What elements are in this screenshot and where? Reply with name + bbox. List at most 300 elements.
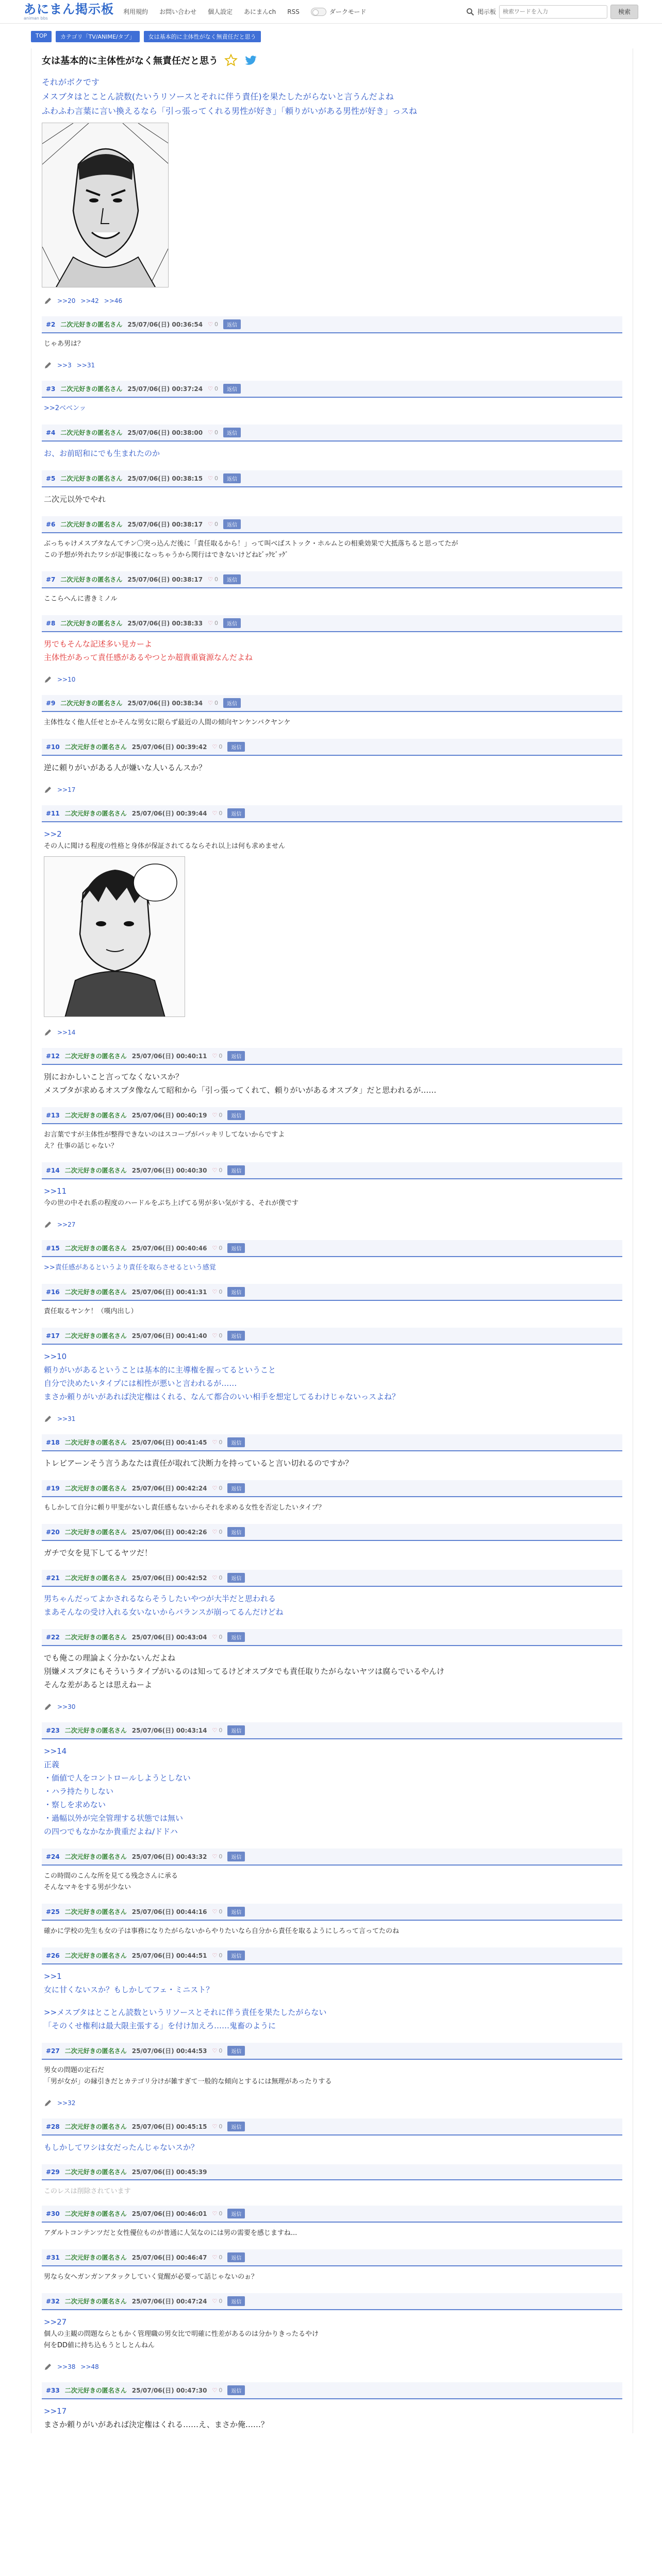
toggle-switch[interactable] [311, 8, 326, 16]
heart-icon: ♡ [212, 2298, 218, 2304]
heart-icon: ♡ [212, 2387, 218, 2394]
post-timestamp: 25/07/06(日) 00:40:30 [131, 1167, 207, 1174]
post-timestamp: 25/07/06(日) 00:43:14 [131, 1727, 207, 1734]
post-line: 男ちゃんだってよかされるならそうしたいやつが大半だと思われる [44, 1594, 276, 1603]
post-line: もしかしてワシは女だったんじゃないスか？ [44, 2143, 199, 2152]
post-number[interactable]: #29 [46, 2168, 60, 2176]
reply-anchor-link[interactable]: >>10 [57, 676, 76, 683]
like-button[interactable] [212, 1853, 223, 1860]
like-button[interactable] [208, 700, 218, 706]
post-number[interactable]: #19 [46, 1484, 60, 1492]
like-count: 0 [219, 2387, 223, 2394]
reply-button[interactable]: 返信 [227, 1907, 245, 1917]
reply-anchor-link[interactable]: >>20 [57, 297, 76, 304]
post-header [42, 695, 622, 712]
post [42, 1570, 622, 1621]
post-body [42, 1541, 622, 1562]
heart-icon: ♡ [212, 2047, 218, 2054]
post-timestamp: 25/07/06(日) 00:36:54 [127, 321, 203, 328]
post-header [42, 1328, 622, 1345]
post-author: 二次元好きの匿名さん [64, 1167, 127, 1174]
post-number[interactable]: #13 [46, 1111, 60, 1119]
post-header [42, 615, 622, 632]
post-body [42, 1866, 622, 1895]
post-line [44, 1996, 620, 2006]
like-count: 0 [219, 1439, 223, 1446]
write-reply-icon[interactable] [44, 1221, 52, 1229]
post-author: 二次元好きの匿名さん [64, 1439, 127, 1446]
post-line: 「男が女が」の縁引きだとカテゴリ分けが雑すぎて一般的な傾向とするには無理があったりする [44, 2078, 332, 2086]
heart-icon: ♡ [212, 1727, 218, 1734]
post-number[interactable]: #6 [46, 520, 56, 528]
reply-button[interactable]: 返信 [227, 2046, 245, 2056]
reply-button[interactable]: 返信 [227, 2296, 245, 2306]
post-timestamp: 25/07/06(日) 00:46:47 [131, 2254, 207, 2261]
post-number[interactable]: #18 [46, 1438, 60, 1446]
post-footer [42, 1405, 622, 1426]
heart-icon: ♡ [212, 2210, 218, 2217]
like-button[interactable] [208, 620, 218, 626]
post-number[interactable]: #11 [46, 809, 60, 817]
post-body [42, 1451, 622, 1472]
like-button[interactable] [212, 1574, 223, 1581]
post-header [42, 1629, 622, 1646]
like-button[interactable] [212, 2254, 223, 2261]
reply-button[interactable]: 返信 [223, 618, 241, 628]
reply-button[interactable]: 返信 [227, 1725, 245, 1735]
like-button[interactable] [212, 1245, 223, 1251]
heart-icon: ♡ [208, 475, 213, 482]
post-body [42, 487, 622, 508]
share-bird-icon[interactable] [244, 54, 257, 67]
reply-button[interactable]: 返信 [227, 2385, 245, 2395]
reply-button[interactable]: 返信 [227, 1165, 245, 1175]
post-line: ぶっちゃけメスブタなんてチン〇突っ込んだ後に「責任取るから！」って叫べばストック・ホルムとの相乗効果で大抵落ちると思ってたが [44, 540, 458, 548]
like-button[interactable] [212, 1485, 223, 1492]
reply-button[interactable]: 返信 [227, 742, 245, 752]
post-line: 何をDD値に持ち込もうとしとんねん [44, 2342, 155, 2349]
post-line: 別嫌メスブタにもそういうタイプがいるのは知ってるけどオスブタでも責任取りたがらないヤツは腐らでいるやんけ [44, 1667, 444, 1676]
like-count: 0 [219, 2123, 223, 2130]
reply-button[interactable]: 返信 [223, 319, 241, 329]
like-button[interactable] [208, 475, 218, 482]
post-number[interactable]: #3 [46, 385, 56, 393]
post-body [42, 1646, 622, 1693]
post-timestamp: 25/07/06(日) 00:42:26 [131, 1529, 207, 1536]
reply-anchor-link[interactable]: >>11 [44, 1187, 67, 1196]
like-count: 0 [219, 1634, 223, 1640]
post-timestamp: 25/07/06(日) 00:43:32 [131, 1853, 207, 1860]
post-line: まさか頼りがいがあれば決定権はくれる……え、まさか俺……？ [44, 2420, 269, 2429]
like-count: 0 [219, 1245, 223, 1251]
post-line: ・過幅以外が完全管理する状態では無い [44, 1814, 184, 1823]
post-body [42, 2399, 622, 2433]
reply-button[interactable]: 返信 [227, 1110, 245, 1120]
post-number[interactable]: #14 [46, 1166, 60, 1174]
post-author: 二次元好きの匿名さん [64, 1908, 127, 1916]
heart-icon: ♡ [212, 1908, 218, 1915]
post-number[interactable]: #24 [46, 1853, 60, 1860]
post-line: 逆に頼りがいがある人が嫌いな人いるんスか？ [44, 763, 207, 772]
post-body [42, 1587, 622, 1621]
reply-button[interactable]: 返信 [227, 1951, 245, 1960]
reply-button[interactable]: 返信 [227, 2122, 245, 2131]
post-image[interactable] [44, 856, 185, 1017]
post-line: 二次元以外でやれ [44, 495, 106, 504]
post-author: 二次元好きの匿名さん [64, 2254, 127, 2261]
like-button[interactable] [212, 2047, 223, 2054]
like-button[interactable] [212, 1167, 223, 1174]
post-number[interactable]: #9 [46, 699, 56, 707]
like-button[interactable] [212, 810, 223, 817]
post [42, 1849, 622, 1895]
post-number[interactable]: #17 [46, 1332, 60, 1340]
like-button[interactable] [212, 1112, 223, 1118]
post-header [42, 1434, 622, 1451]
reply-button[interactable]: 返信 [223, 428, 241, 437]
op-anchor-list [57, 297, 127, 304]
post-number[interactable]: #21 [46, 1574, 60, 1582]
like-button[interactable] [212, 1727, 223, 1734]
breadcrumb-top[interactable]: TOP [31, 31, 52, 42]
site-header [0, 0, 662, 24]
post-footer [42, 2353, 622, 2374]
reply-button[interactable]: 返信 [227, 1573, 245, 1583]
write-reply-icon[interactable] [44, 2363, 52, 2371]
write-reply-icon[interactable] [44, 361, 52, 369]
reply-anchor-link[interactable]: >>31 [57, 1415, 76, 1422]
post [42, 1480, 622, 1516]
reply-anchor-link[interactable]: >>3 [57, 362, 72, 369]
post-timestamp: 25/07/06(日) 00:41:45 [131, 1439, 207, 1446]
post-number[interactable]: #30 [46, 2210, 60, 2217]
post [42, 2119, 622, 2156]
post-number[interactable]: #16 [46, 1288, 60, 1296]
like-button[interactable] [212, 1634, 223, 1640]
like-count: 0 [219, 1952, 223, 1959]
reply-anchor-link[interactable]: >>42 [80, 297, 99, 304]
post-header [42, 2119, 622, 2136]
post-timestamp: 25/07/06(日) 00:39:44 [131, 810, 207, 817]
post [42, 1722, 622, 1840]
post-body [42, 2223, 622, 2241]
post [42, 381, 622, 416]
reply-anchor-link[interactable]: >>14 [57, 1029, 76, 1036]
dark-mode-toggle[interactable] [311, 7, 367, 16]
heart-icon: ♡ [208, 576, 213, 583]
post-number[interactable]: #22 [46, 1633, 60, 1641]
thread-main [31, 48, 633, 2433]
like-button[interactable] [212, 1952, 223, 1959]
heart-icon: ♡ [208, 620, 213, 626]
post-number[interactable]: #20 [46, 1528, 60, 1536]
reply-button[interactable]: 返信 [227, 808, 245, 818]
reply-anchor-link[interactable]: >>46 [104, 297, 123, 304]
post-number[interactable]: #27 [46, 2047, 60, 2055]
post [42, 805, 622, 1040]
post-line: もしかして自分に頼り甲斐がないし責任感もないからそれを求める女性を否定したいタイプ？ [44, 1504, 325, 1512]
like-count: 0 [219, 1053, 223, 1059]
post-header [42, 1048, 622, 1065]
post-number[interactable]: #4 [46, 429, 56, 436]
reply-anchor-link[interactable]: >>27 [44, 2317, 67, 2327]
post-timestamp: 25/07/06(日) 00:44:51 [131, 1952, 207, 1959]
write-reply-icon[interactable] [44, 1703, 52, 1711]
post-number[interactable]: #23 [46, 1726, 60, 1734]
like-button[interactable] [212, 2210, 223, 2217]
like-button[interactable] [208, 521, 218, 528]
nav-animanch[interactable]: あにまんch [244, 8, 276, 15]
heart-icon: ♡ [212, 1529, 218, 1535]
post-footer [42, 1693, 622, 1714]
post-body [42, 533, 622, 563]
nav-terms[interactable]: 利用規約 [123, 8, 148, 15]
like-count: 0 [219, 2298, 223, 2304]
post-header [42, 1284, 622, 1301]
post-number[interactable]: #5 [46, 474, 56, 482]
reply-anchor-link[interactable]: >>1 [44, 1972, 62, 1981]
like-count: 0 [214, 429, 219, 436]
post-author: 二次元好きの匿名さん [64, 810, 127, 817]
post-line: ・価値で人をコントロールしようとしない [44, 1773, 191, 1783]
heart-icon: ♡ [212, 1167, 218, 1174]
post-timestamp: 25/07/06(日) 00:41:31 [131, 1289, 207, 1296]
like-button[interactable] [208, 321, 218, 328]
like-button[interactable] [212, 2387, 223, 2394]
post-number[interactable]: #31 [46, 2253, 60, 2261]
reply-button[interactable]: 返信 [227, 2252, 245, 2262]
post-header [42, 1480, 622, 1497]
post-timestamp: 25/07/06(日) 00:38:17 [127, 576, 203, 583]
like-count: 0 [219, 1908, 223, 1915]
post-header [42, 470, 622, 487]
post-number[interactable]: #15 [46, 1244, 60, 1252]
post-timestamp: 25/07/06(日) 00:38:17 [127, 521, 203, 528]
post [42, 1524, 622, 1562]
post-number[interactable]: #12 [46, 1052, 60, 1060]
nav-contact[interactable]: お問い合わせ [159, 8, 197, 15]
like-count: 0 [219, 2210, 223, 2217]
like-count: 0 [214, 620, 219, 626]
write-reply-icon[interactable] [44, 675, 52, 684]
post-header [42, 2249, 622, 2266]
reply-anchor-link[interactable]: >>31 [76, 362, 95, 369]
like-button[interactable] [212, 1439, 223, 1446]
post-line: このレスは削除されています [44, 2188, 131, 2195]
post-line: そんな差があるとは思えねーよ [44, 1680, 153, 1689]
post-body [42, 398, 622, 416]
post-number[interactable]: #33 [46, 2386, 60, 2394]
post-line: まさか頼りがいがあれば決定権はくれる、なんて都合のいい相手を想定してるわけじゃないっスよね？ [44, 1392, 400, 1401]
heart-icon: ♡ [208, 385, 213, 392]
post-timestamp: 25/07/06(日) 00:38:34 [127, 700, 203, 707]
op-image[interactable] [42, 123, 169, 287]
like-count: 0 [214, 521, 219, 528]
post-timestamp: 25/07/06(日) 00:38:15 [127, 475, 203, 482]
post-header [42, 1240, 622, 1257]
post-footer [42, 1211, 622, 1232]
search-area [466, 5, 638, 19]
reply-anchor-link[interactable]: >>2ベベンッ [44, 404, 86, 412]
write-reply-icon[interactable] [44, 786, 52, 794]
post-line: 「そのくせ権利は最大限主張する」を付け加えろ……鬼畜のように [44, 2021, 276, 2030]
post-line: ・ハラ持たりしない [44, 1787, 114, 1796]
header-nav [123, 7, 366, 16]
post-footer [42, 666, 622, 687]
write-reply-icon[interactable] [44, 297, 52, 305]
post-number[interactable]: #7 [46, 575, 56, 583]
post-line: お言葉ですが主体性が整得できないのはスコープがバッキリしてないからですよ [44, 1131, 285, 1139]
post-line: の四つでもなかなか貴重だよね/ドドハ [44, 1827, 178, 1836]
like-count: 0 [219, 2047, 223, 2054]
reply-button[interactable]: 返信 [227, 1632, 245, 1642]
reply-button[interactable]: 返信 [223, 519, 241, 529]
op-body [42, 75, 622, 118]
post-line: まあそんなの受け入れる女いないからバランスが崩ってるんだけどね [44, 1607, 284, 1617]
reply-button[interactable]: 返信 [223, 473, 241, 483]
post-line: 頼りがいがあるということは基本的に主導権を握ってるということ [44, 1365, 276, 1375]
post-author: 二次元好きの匿名さん [60, 521, 123, 528]
post-timestamp: 25/07/06(日) 00:45:15 [131, 2123, 207, 2130]
breadcrumb-category[interactable]: カテゴリ「TV/ANIME/タブ」 [56, 31, 140, 42]
post [42, 1240, 622, 1276]
post-number[interactable]: #26 [46, 1952, 60, 1959]
reply-button[interactable]: 返信 [227, 2209, 245, 2218]
reply-anchor-link[interactable]: >>10 [44, 1352, 67, 1361]
like-button[interactable] [208, 429, 218, 436]
like-count: 0 [219, 1574, 223, 1581]
heart-icon: ♡ [212, 2254, 218, 2261]
reply-anchor-link[interactable]: >>48 [80, 2363, 99, 2370]
post [42, 615, 622, 687]
site-logo[interactable] [24, 3, 114, 21]
reply-anchor-link[interactable]: >>38 [57, 2363, 76, 2370]
like-count: 0 [219, 1289, 223, 1295]
post-body [42, 1065, 622, 1099]
post-number[interactable]: #2 [46, 320, 56, 328]
reply-button[interactable]: 返信 [227, 1331, 245, 1341]
reply-button[interactable]: 返信 [227, 1483, 245, 1493]
search-scope-select[interactable]: 掲示板 [477, 8, 496, 15]
post [42, 1904, 622, 1939]
post [42, 739, 622, 797]
write-reply-icon[interactable] [44, 2099, 52, 2107]
post [42, 316, 622, 372]
reply-anchor-link[interactable]: >>17 [57, 786, 76, 793]
reply-button[interactable]: 返信 [227, 1527, 245, 1537]
like-button[interactable] [212, 743, 223, 750]
like-button[interactable] [212, 2298, 223, 2304]
reply-button[interactable]: 返信 [227, 1852, 245, 1861]
reply-anchor-link[interactable]: >>27 [57, 1221, 76, 1228]
reply-button[interactable]: 返信 [227, 1437, 245, 1447]
write-reply-icon[interactable] [44, 1028, 52, 1037]
like-button[interactable] [212, 1332, 223, 1339]
reply-anchor-link[interactable]: >>30 [57, 1703, 76, 1710]
post-line: ・察しを求めない [44, 1800, 106, 1809]
post-header [42, 805, 622, 822]
like-button[interactable] [212, 1908, 223, 1915]
like-button[interactable] [208, 385, 218, 392]
search-input[interactable] [499, 5, 607, 19]
post-footer [42, 776, 622, 797]
like-button[interactable] [212, 2123, 223, 2130]
post-header [42, 2206, 622, 2223]
post-author: 二次元好きの匿名さん [64, 1853, 127, 1860]
like-button[interactable] [212, 1529, 223, 1535]
post-line: でも俺この理論よく分かないんだよね [44, 1653, 176, 1663]
nav-settings[interactable]: 個人設定 [208, 8, 233, 15]
post-author: 二次元好きの匿名さん [60, 576, 123, 583]
like-count: 0 [219, 1332, 223, 1339]
post-line: 責任取るヤンケ！（嘆内出し） [44, 1308, 138, 1315]
breadcrumb-thread[interactable]: 女は基本的に主体性がなく無責任だと思う [144, 31, 261, 42]
nav-rss[interactable]: RSS [287, 8, 300, 15]
post-number[interactable]: #8 [46, 619, 56, 627]
post-footer [42, 1019, 622, 1040]
reply-anchor-link[interactable]: >>32 [57, 2099, 76, 2107]
op-line: ふわふわ言葉に言い換えるなら「引っ張ってくれる男性が好き」「頼りがいがある男性が好き」っスね [42, 106, 418, 116]
reply-button[interactable]: 返信 [223, 698, 241, 708]
post-line: アダルトコンテンツだと女性優位ものが普通に人気なのには男の需要を感じますね... [44, 2229, 297, 2237]
reply-anchor-link[interactable]: >>14 [44, 1747, 67, 1756]
reply-button[interactable]: 返信 [227, 1243, 245, 1253]
thread-title-row [42, 48, 622, 72]
like-button[interactable] [212, 1053, 223, 1059]
reply-button[interactable]: 返信 [223, 384, 241, 394]
post-timestamp: 25/07/06(日) 00:47:24 [131, 2298, 207, 2305]
post-body [42, 333, 622, 352]
post-number[interactable]: #25 [46, 1908, 60, 1916]
favorite-star-icon[interactable] [224, 54, 238, 67]
post-author: 二次元好きの匿名さん [64, 2168, 127, 2176]
post-timestamp: 25/07/06(日) 00:42:52 [131, 1574, 207, 1582]
write-reply-icon[interactable] [44, 1415, 52, 1423]
reply-anchor-link[interactable]: >>17 [44, 2406, 67, 2416]
post [42, 516, 622, 563]
post-line: そんなマキをする男が少ない [44, 1884, 131, 1891]
heart-icon: ♡ [212, 1485, 218, 1492]
post-author: 二次元好きの匿名さん [64, 2123, 127, 2130]
post-body [42, 2060, 622, 2090]
post-number[interactable]: #32 [46, 2297, 60, 2305]
post-line: 女に甘くないスか？もしかしてフェ・ミニスト？ [44, 1985, 214, 1994]
post-line: ガチで女を見下してるヤツだ！ [44, 1548, 153, 1557]
search-button[interactable]: 検索 [610, 5, 638, 19]
post-number[interactable]: #10 [46, 743, 60, 751]
post-timestamp: 25/07/06(日) 00:40:46 [131, 1245, 207, 1252]
reply-button[interactable]: 返信 [223, 574, 241, 584]
like-button[interactable] [208, 576, 218, 583]
reply-anchor-link[interactable]: >>2 [44, 829, 62, 839]
post [42, 1434, 622, 1472]
post-line: トレビアーンそう言うあなたは責任が取れて決断力を持っていると言い切れるのですか？ [44, 1459, 353, 1468]
post-body [42, 1124, 622, 1154]
post [42, 2164, 622, 2197]
like-count: 0 [219, 1485, 223, 1492]
post-line: この予想が外れたワシが記事後になっちゃうから関行はできないけどねﾋﾞｯｸﾋﾞｯｸﾞ [44, 551, 289, 559]
like-button[interactable] [212, 1289, 223, 1295]
post-header [42, 2382, 622, 2399]
post-number[interactable]: #28 [46, 2123, 60, 2130]
reply-button[interactable]: 返信 [227, 1287, 245, 1297]
post-header [42, 2164, 622, 2180]
post-line: この時間のこんな所を見てる残念さんに承る [44, 1872, 178, 1880]
heart-icon: ♡ [212, 1053, 218, 1059]
reply-button[interactable]: 返信 [227, 1051, 245, 1061]
logo-text[interactable]: あにまん掲示板 [24, 2, 114, 16]
post-body [42, 2310, 622, 2353]
